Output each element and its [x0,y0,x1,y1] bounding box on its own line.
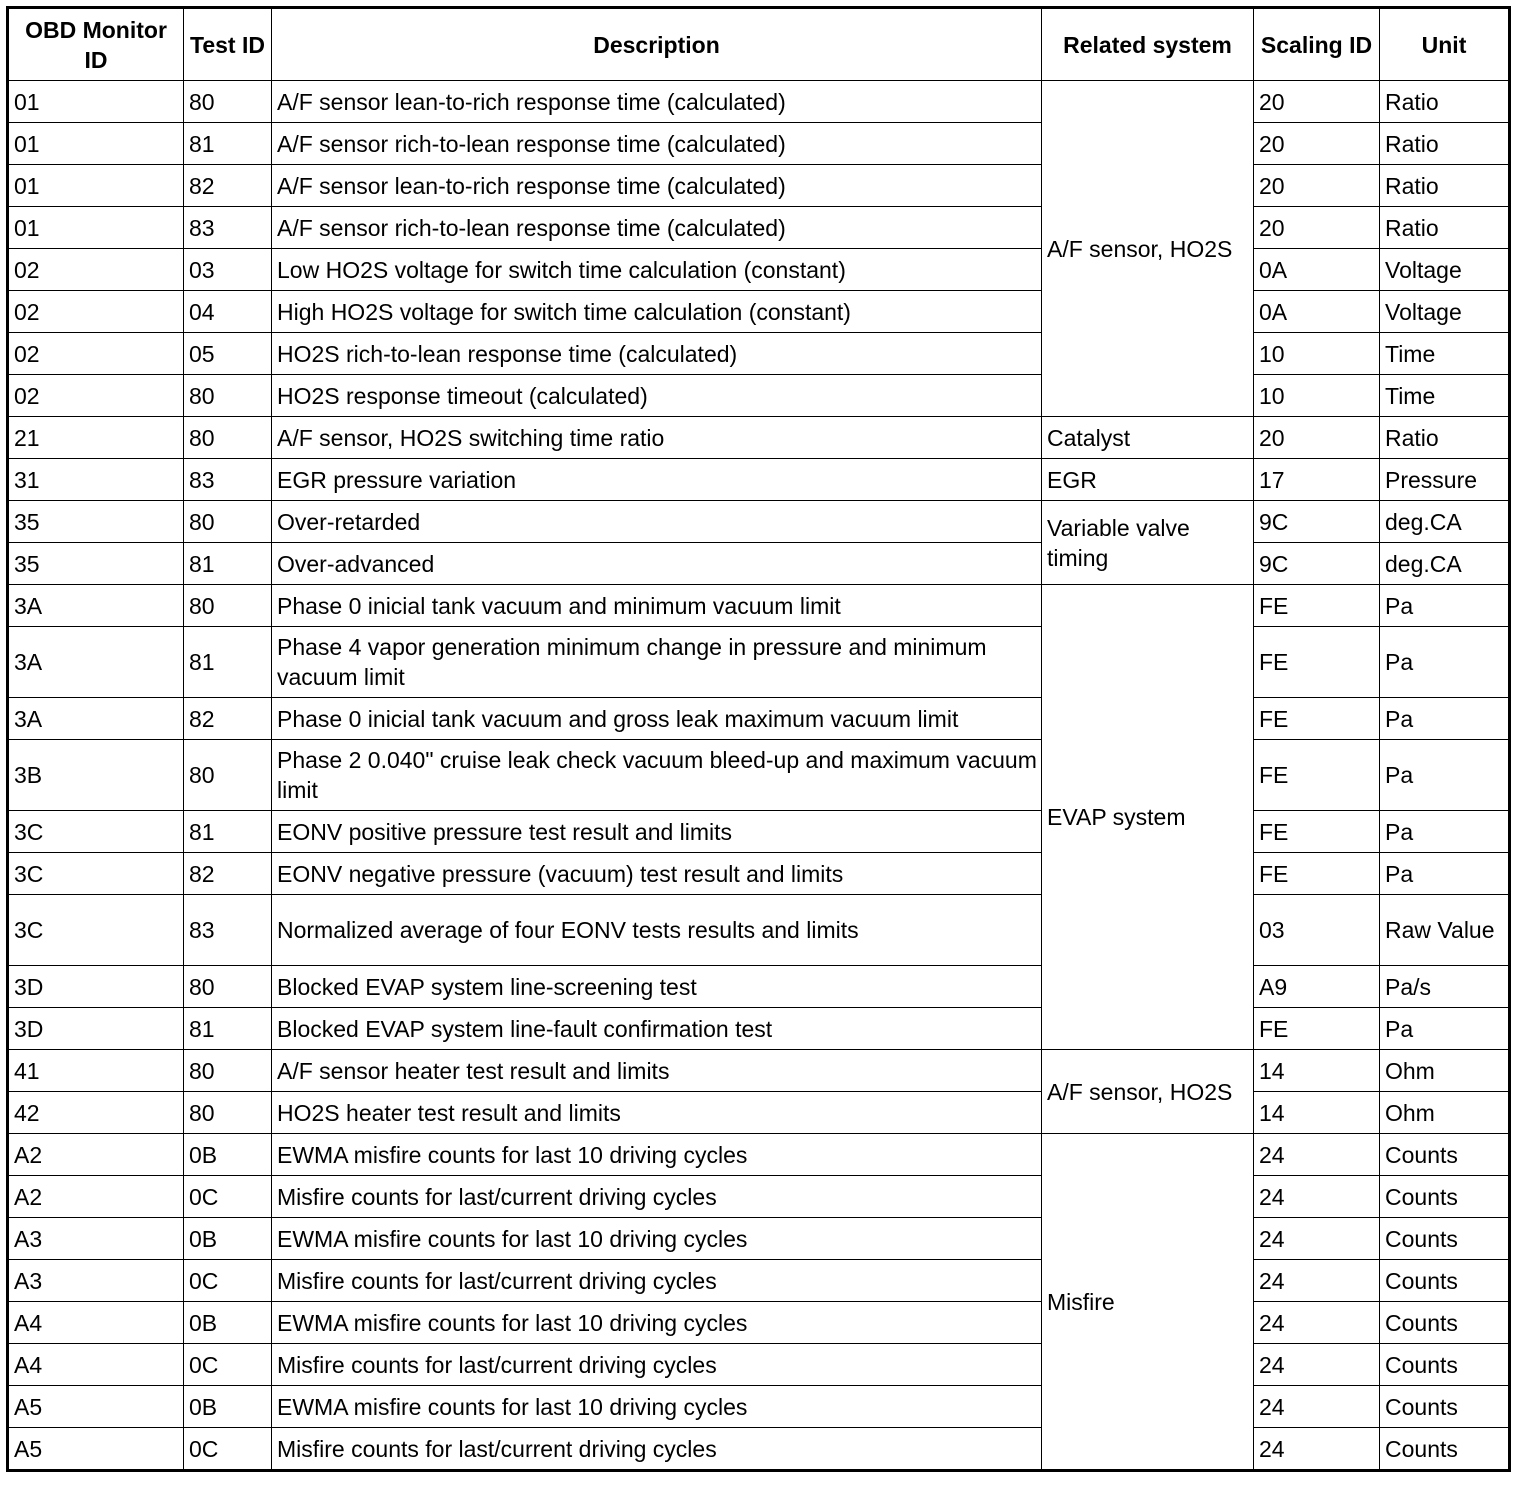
cell-monitor-id: 21 [8,417,184,459]
table-row [8,1302,1510,1344]
cell-unit: Ratio [1380,165,1510,207]
table-row [8,1008,1510,1050]
table-header-row [8,8,1510,81]
cell-description: EWMA misfire counts for last 10 driving cycles [272,1134,1042,1176]
cell-monitor-id: 01 [8,123,184,165]
cell-test-id: 0C [184,1344,272,1386]
cell-test-id: 0C [184,1260,272,1302]
cell-monitor-id: 01 [8,207,184,249]
table-row [8,853,1510,895]
cell-monitor-id: A3 [8,1218,184,1260]
table-row [8,81,1510,123]
cell-scaling-id: 24 [1254,1428,1380,1471]
cell-scaling-id: 20 [1254,165,1380,207]
cell-description: A/F sensor heater test result and limits [272,1050,1042,1092]
table-row [8,333,1510,375]
cell-unit: Ratio [1380,417,1510,459]
cell-test-id: 0B [184,1218,272,1260]
cell-scaling-id: FE [1254,1008,1380,1050]
cell-unit: Voltage [1380,249,1510,291]
cell-scaling-id: 24 [1254,1176,1380,1218]
cell-unit: Ohm [1380,1092,1510,1134]
cell-related-system: Catalyst [1042,417,1254,459]
cell-description: A/F sensor rich-to-lean response time (calculated) [272,207,1042,249]
cell-monitor-id: 3A [8,698,184,740]
table-row [8,123,1510,165]
cell-test-id: 80 [184,1092,272,1134]
cell-test-id: 80 [184,501,272,543]
table-row [8,1428,1510,1471]
cell-unit: Pa [1380,698,1510,740]
cell-scaling-id: 24 [1254,1134,1380,1176]
cell-unit: Ratio [1380,81,1510,123]
cell-monitor-id: 02 [8,249,184,291]
cell-unit: Counts [1380,1134,1510,1176]
cell-scaling-id: 20 [1254,81,1380,123]
cell-description: A/F sensor lean-to-rich response time (calculated) [272,165,1042,207]
cell-monitor-id: 3D [8,966,184,1008]
cell-unit: Pressure [1380,459,1510,501]
cell-monitor-id: A4 [8,1344,184,1386]
cell-test-id: 0B [184,1134,272,1176]
cell-test-id: 80 [184,740,272,811]
obd-monitor-table [6,6,1511,1472]
cell-test-id: 83 [184,895,272,966]
cell-test-id: 83 [184,207,272,249]
cell-unit: Counts [1380,1176,1510,1218]
cell-test-id: 81 [184,811,272,853]
cell-description: Low HO2S voltage for switch time calculation (constant) [272,249,1042,291]
cell-scaling-id: 10 [1254,375,1380,417]
cell-scaling-id: 20 [1254,123,1380,165]
cell-monitor-id: A4 [8,1302,184,1344]
cell-description: EWMA misfire counts for last 10 driving cycles [272,1302,1042,1344]
cell-scaling-id: 24 [1254,1260,1380,1302]
cell-unit: Pa [1380,585,1510,627]
cell-unit: Voltage [1380,291,1510,333]
cell-description: Blocked EVAP system line-screening test [272,966,1042,1008]
cell-scaling-id: 9C [1254,543,1380,585]
cell-description: Phase 4 vapor generation minimum change in pressure and minimum vacuum limit [272,627,1042,698]
cell-scaling-id: 20 [1254,207,1380,249]
cell-unit: Ratio [1380,123,1510,165]
cell-related-system: Variable valve timing [1042,501,1254,585]
cell-monitor-id: 02 [8,291,184,333]
cell-description: Over-advanced [272,543,1042,585]
table-row [8,895,1510,966]
cell-monitor-id: A3 [8,1260,184,1302]
cell-scaling-id: A9 [1254,966,1380,1008]
cell-scaling-id: 24 [1254,1344,1380,1386]
table-row [8,966,1510,1008]
cell-description: Phase 2 0.040" cruise leak check vacuum bleed-up and maximum vacuum limit [272,740,1042,811]
cell-test-id: 80 [184,966,272,1008]
table-row [8,501,1510,543]
cell-unit: Pa [1380,853,1510,895]
cell-unit: Ratio [1380,207,1510,249]
cell-test-id: 80 [184,375,272,417]
cell-unit: Pa [1380,1008,1510,1050]
cell-description: EONV positive pressure test result and limits [272,811,1042,853]
cell-unit: Ohm [1380,1050,1510,1092]
cell-description: EWMA misfire counts for last 10 driving cycles [272,1386,1042,1428]
cell-description: A/F sensor, HO2S switching time ratio [272,417,1042,459]
cell-monitor-id: 01 [8,165,184,207]
table-row [8,1134,1510,1176]
cell-unit: Counts [1380,1260,1510,1302]
cell-test-id: 82 [184,698,272,740]
cell-monitor-id: 01 [8,81,184,123]
table-row [8,417,1510,459]
cell-monitor-id: 3C [8,895,184,966]
table-row [8,1176,1510,1218]
table-row [8,291,1510,333]
cell-monitor-id: 02 [8,375,184,417]
header-unit: Unit [1380,8,1510,81]
header-related-system: Related system [1042,8,1254,81]
cell-unit: Counts [1380,1218,1510,1260]
cell-scaling-id: FE [1254,698,1380,740]
cell-description: Misfire counts for last/current driving cycles [272,1176,1042,1218]
cell-monitor-id: 3C [8,811,184,853]
cell-monitor-id: A2 [8,1176,184,1218]
table-row [8,811,1510,853]
cell-unit: Time [1380,333,1510,375]
cell-scaling-id: FE [1254,585,1380,627]
table-row [8,375,1510,417]
cell-scaling-id: 14 [1254,1050,1380,1092]
cell-monitor-id: 42 [8,1092,184,1134]
cell-scaling-id: 24 [1254,1218,1380,1260]
table-row [8,543,1510,585]
cell-description: Misfire counts for last/current driving cycles [272,1428,1042,1471]
table-row [8,1344,1510,1386]
cell-unit: Pa/s [1380,966,1510,1008]
header-scaling-id: Scaling ID [1254,8,1380,81]
cell-monitor-id: A5 [8,1386,184,1428]
cell-description: A/F sensor rich-to-lean response time (calculated) [272,123,1042,165]
cell-test-id: 82 [184,165,272,207]
cell-description: HO2S response timeout (calculated) [272,375,1042,417]
cell-test-id: 80 [184,81,272,123]
cell-scaling-id: 0A [1254,291,1380,333]
table-row [8,585,1510,627]
cell-scaling-id: 24 [1254,1386,1380,1428]
cell-test-id: 04 [184,291,272,333]
header-test-id: Test ID [184,8,272,81]
cell-unit: Time [1380,375,1510,417]
cell-description: Phase 0 inicial tank vacuum and minimum vacuum limit [272,585,1042,627]
table-row [8,1260,1510,1302]
cell-description: High HO2S voltage for switch time calculation (constant) [272,291,1042,333]
cell-description: EWMA misfire counts for last 10 driving cycles [272,1218,1042,1260]
cell-monitor-id: 3D [8,1008,184,1050]
cell-unit: deg.CA [1380,501,1510,543]
cell-test-id: 80 [184,1050,272,1092]
cell-test-id: 80 [184,417,272,459]
cell-test-id: 81 [184,627,272,698]
cell-scaling-id: 17 [1254,459,1380,501]
header-description: Description [272,8,1042,81]
cell-unit: Counts [1380,1386,1510,1428]
cell-monitor-id: 31 [8,459,184,501]
table-row [8,1092,1510,1134]
table-row [8,207,1510,249]
cell-test-id: 82 [184,853,272,895]
cell-monitor-id: A2 [8,1134,184,1176]
cell-unit: Counts [1380,1302,1510,1344]
cell-monitor-id: 3B [8,740,184,811]
cell-description: Misfire counts for last/current driving cycles [272,1344,1042,1386]
cell-test-id: 0B [184,1386,272,1428]
cell-scaling-id: 24 [1254,1302,1380,1344]
cell-monitor-id: 35 [8,543,184,585]
cell-scaling-id: FE [1254,740,1380,811]
table-row [8,1050,1510,1092]
cell-monitor-id: 3C [8,853,184,895]
cell-unit: Pa [1380,811,1510,853]
cell-description: EONV negative pressure (vacuum) test result and limits [272,853,1042,895]
cell-test-id: 83 [184,459,272,501]
cell-description: EGR pressure variation [272,459,1042,501]
cell-test-id: 81 [184,543,272,585]
table-row [8,627,1510,698]
table-row [8,249,1510,291]
cell-unit: Raw Value [1380,895,1510,966]
cell-test-id: 03 [184,249,272,291]
cell-description: HO2S heater test result and limits [272,1092,1042,1134]
cell-test-id: 0B [184,1302,272,1344]
table-row [8,740,1510,811]
cell-scaling-id: 14 [1254,1092,1380,1134]
cell-unit: Counts [1380,1428,1510,1471]
table-row [8,698,1510,740]
cell-scaling-id: FE [1254,853,1380,895]
cell-scaling-id: 10 [1254,333,1380,375]
cell-scaling-id: 0A [1254,249,1380,291]
table-row [8,1218,1510,1260]
cell-scaling-id: 20 [1254,417,1380,459]
table-body [8,81,1510,1471]
cell-description: Normalized average of four EONV tests results and limits [272,895,1042,966]
cell-related-system: A/F sensor, HO2S [1042,1050,1254,1134]
cell-monitor-id: A5 [8,1428,184,1471]
cell-monitor-id: 3A [8,627,184,698]
cell-test-id: 0C [184,1176,272,1218]
cell-description: Over-retarded [272,501,1042,543]
cell-unit: Pa [1380,740,1510,811]
cell-test-id: 05 [184,333,272,375]
cell-test-id: 81 [184,123,272,165]
cell-description: Misfire counts for last/current driving cycles [272,1260,1042,1302]
cell-scaling-id: FE [1254,811,1380,853]
cell-monitor-id: 02 [8,333,184,375]
cell-description: Phase 0 inicial tank vacuum and gross leak maximum vacuum limit [272,698,1042,740]
cell-scaling-id: FE [1254,627,1380,698]
cell-unit: Pa [1380,627,1510,698]
cell-description: Blocked EVAP system line-fault confirmation test [272,1008,1042,1050]
cell-unit: deg.CA [1380,543,1510,585]
cell-related-system: Misfire [1042,1134,1254,1471]
cell-description: A/F sensor lean-to-rich response time (calculated) [272,81,1042,123]
cell-test-id: 81 [184,1008,272,1050]
cell-monitor-id: 35 [8,501,184,543]
cell-description: HO2S rich-to-lean response time (calculated) [272,333,1042,375]
header-obd-monitor-id: OBD Monitor ID [8,8,184,81]
cell-related-system: EGR [1042,459,1254,501]
cell-monitor-id: 41 [8,1050,184,1092]
table-row [8,165,1510,207]
cell-test-id: 0C [184,1428,272,1471]
cell-scaling-id: 9C [1254,501,1380,543]
cell-test-id: 80 [184,585,272,627]
table-row [8,459,1510,501]
cell-related-system: A/F sensor, HO2S [1042,81,1254,417]
cell-related-system: EVAP system [1042,585,1254,1050]
table-row [8,1386,1510,1428]
cell-monitor-id: 3A [8,585,184,627]
cell-scaling-id: 03 [1254,895,1380,966]
cell-unit: Counts [1380,1344,1510,1386]
